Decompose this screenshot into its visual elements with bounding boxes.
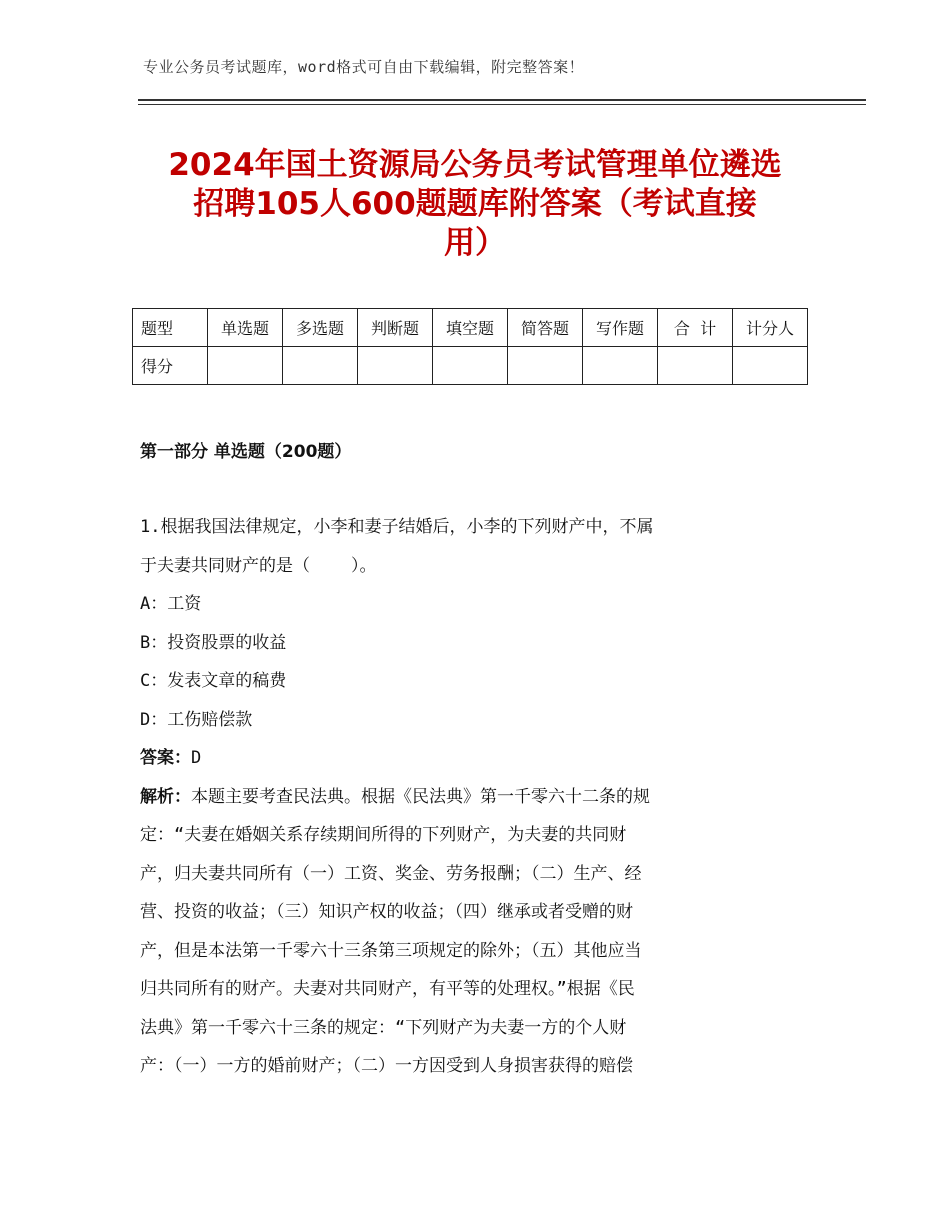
score-cell[interactable] [658,347,733,385]
header-note: 专业公务员考试题库，word格式可自由下载编辑，附完整答案！ [143,58,585,76]
answer-line [140,739,810,778]
analysis-text: 本题主要考查民法典。根据《民法典》第一千零六十二条的规 [191,786,650,807]
score-header-cell: 题型 [133,309,208,347]
analysis-line: 归共同所有的财产。夫妻对共同财产，有平等的处理权。”根据《民 [140,979,635,999]
score-header-cell: 简答题 [508,309,583,347]
document-title [120,146,830,263]
analysis-line: 定：“夫妻在婚姻关系存续期间所得的下列财产，为夫妻的共同财 [140,825,627,845]
option-d: D：工伤赔偿款 [140,709,253,730]
score-header-cell: 单选题 [208,309,283,347]
score-header-cell: 判断题 [358,309,433,347]
answer-label: 答案： [140,748,191,768]
title-line-2: 招聘105人600题题库附答案（考试直接 [193,186,757,222]
score-row-label: 得分 [133,347,208,385]
question-stem-line: 于夫妻共同财产的是（ ）。 [140,555,377,576]
score-header-cell: 填空题 [433,309,508,347]
analysis-line: 法典》第一千零六十三条的规定：“下列财产为夫妻一方的个人财 [140,1017,627,1038]
score-header-cell: 合 计 [658,309,733,347]
score-header-cell: 多选题 [283,309,358,347]
score-header-cell: 写作题 [583,309,658,347]
score-cell[interactable] [283,347,358,385]
section-title: 第一部分 单选题（200题） [140,442,352,462]
header-rule-thick [138,99,866,101]
question-block [140,508,810,1086]
option-a: A：工资 [140,594,202,614]
score-cell[interactable] [733,347,808,385]
analysis-line: 产，但是本法第一千零六十三条第三项规定的除外；（五）其他应当 [140,940,642,961]
score-cell[interactable] [358,347,433,385]
option-c: C：发表文章的稿费 [140,671,287,691]
analysis-line: 产：（一）一方的婚前财产；（二）一方因受到人身损害获得的赔偿 [140,1056,633,1076]
title-line-3: 用） [444,225,506,261]
answer-value: D [191,748,202,768]
score-table-header-row [133,309,808,347]
option-b: B：投资股票的收益 [140,632,287,653]
score-cell[interactable] [433,347,508,385]
score-table-score-row [133,347,808,385]
score-cell[interactable] [208,347,283,385]
score-cell[interactable] [583,347,658,385]
score-cell[interactable] [508,347,583,385]
header-rule-thin [138,104,866,105]
question-stem-line: 1.根据我国法律规定，小李和妻子结婚后，小李的下列财产中，不属 [140,517,654,537]
score-table [132,308,808,385]
analysis-line: 营、投资的收益；（三）知识产权的收益；（四）继承或者受赠的财 [140,902,633,922]
analysis-line [140,778,810,817]
score-header-cell: 计分人 [733,309,808,347]
analysis-line: 产，归夫妻共同所有（一）工资、奖金、劳务报酬；（二）生产、经 [140,863,642,884]
title-line-1: 2024年国土资源局公务员考试管理单位遴选 [168,147,782,183]
analysis-label: 解析： [140,786,191,807]
